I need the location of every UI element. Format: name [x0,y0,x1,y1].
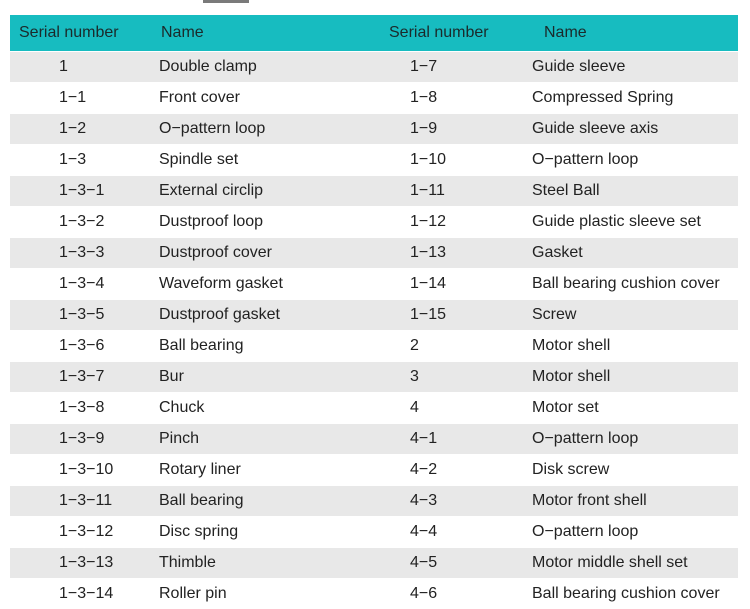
part-name-left: O−pattern loop [151,114,377,145]
serial-number-right: 4 [377,393,532,424]
header-name-left: Name [151,15,377,52]
part-name-right: Compressed Spring [532,83,738,114]
part-name-left: Dustproof gasket [151,300,377,331]
serial-number-left: 1−3−12 [10,517,151,548]
table-row [10,238,738,269]
serial-number-right: 1−10 [377,145,532,176]
part-name-right: Steel Ball [532,176,738,207]
part-name-left: Ball bearing [151,486,377,517]
part-name-right: Disk screw [532,455,738,486]
serial-number-left: 1−3−10 [10,455,151,486]
serial-number-left: 1−3−11 [10,486,151,517]
part-name-right: O−pattern loop [532,145,738,176]
table-row [10,300,738,331]
serial-number-left: 1−3−1 [10,176,151,207]
part-name-right: Motor front shell [532,486,738,517]
table-row [10,176,738,207]
parts-table [10,15,738,609]
table-row [10,207,738,238]
part-name-right: Motor shell [532,362,738,393]
part-name-right: Ball bearing cushion cover [532,269,738,300]
part-name-left: External circlip [151,176,377,207]
table-row [10,145,738,176]
table-row [10,52,738,83]
serial-number-left: 1−3−5 [10,300,151,331]
serial-number-right: 4−3 [377,486,532,517]
serial-number-right: 1−12 [377,207,532,238]
part-name-right: O−pattern loop [532,517,738,548]
serial-number-right: 4−6 [377,579,532,609]
header-serial-number-left: Serial number [10,15,151,52]
part-name-left: Roller pin [151,579,377,609]
serial-number-right: 2 [377,331,532,362]
part-name-left: Thimble [151,548,377,579]
serial-number-right: 4−4 [377,517,532,548]
serial-number-right: 4−5 [377,548,532,579]
part-name-left: Rotary liner [151,455,377,486]
part-name-left: Front cover [151,83,377,114]
part-name-right: Motor set [532,393,738,424]
serial-number-right: 1−13 [377,238,532,269]
serial-number-left: 1−3−4 [10,269,151,300]
part-name-left: Chuck [151,393,377,424]
table-row [10,269,738,300]
part-name-right: Motor shell [532,331,738,362]
table-row [10,486,738,517]
cropped-image-fragment [203,0,249,3]
table-row [10,83,738,114]
serial-number-left: 1−3−2 [10,207,151,238]
serial-number-left: 1−2 [10,114,151,145]
serial-number-left: 1−3−3 [10,238,151,269]
part-name-right: Gasket [532,238,738,269]
part-name-right: Screw [532,300,738,331]
serial-number-right: 1−11 [377,176,532,207]
part-name-left: Waveform gasket [151,269,377,300]
table-body [10,52,738,609]
part-name-left: Spindle set [151,145,377,176]
table-header-row [10,15,738,52]
serial-number-right: 1−14 [377,269,532,300]
serial-number-right: 1−8 [377,83,532,114]
part-name-left: Ball bearing [151,331,377,362]
part-name-left: Double clamp [151,52,377,83]
serial-number-right: 1−9 [377,114,532,145]
serial-number-left: 1−3−8 [10,393,151,424]
table-row [10,393,738,424]
serial-number-left: 1−3−13 [10,548,151,579]
serial-number-left: 1−3−7 [10,362,151,393]
part-name-right: O−pattern loop [532,424,738,455]
table-row [10,517,738,548]
part-name-left: Dustproof cover [151,238,377,269]
part-name-right: Ball bearing cushion cover [532,579,738,609]
table-row [10,579,738,609]
part-name-right: Motor middle shell set [532,548,738,579]
serial-number-left: 1−1 [10,83,151,114]
part-name-right: Guide sleeve axis [532,114,738,145]
serial-number-right: 3 [377,362,532,393]
table-row [10,424,738,455]
serial-number-right: 4−1 [377,424,532,455]
serial-number-right: 4−2 [377,455,532,486]
serial-number-left: 1−3 [10,145,151,176]
serial-number-left: 1−3−14 [10,579,151,609]
serial-number-right: 1−7 [377,52,532,83]
header-serial-number-right: Serial number [377,15,532,52]
part-name-left: Disc spring [151,517,377,548]
part-name-left: Dustproof loop [151,207,377,238]
table-row [10,548,738,579]
part-name-right: Guide plastic sleeve set [532,207,738,238]
table-row [10,362,738,393]
serial-number-left: 1 [10,52,151,83]
serial-number-right: 1−15 [377,300,532,331]
part-name-left: Pinch [151,424,377,455]
table-row [10,331,738,362]
part-name-left: Bur [151,362,377,393]
table-row [10,455,738,486]
part-name-right: Guide sleeve [532,52,738,83]
table-row [10,114,738,145]
header-name-right: Name [532,15,738,52]
serial-number-left: 1−3−9 [10,424,151,455]
serial-number-left: 1−3−6 [10,331,151,362]
